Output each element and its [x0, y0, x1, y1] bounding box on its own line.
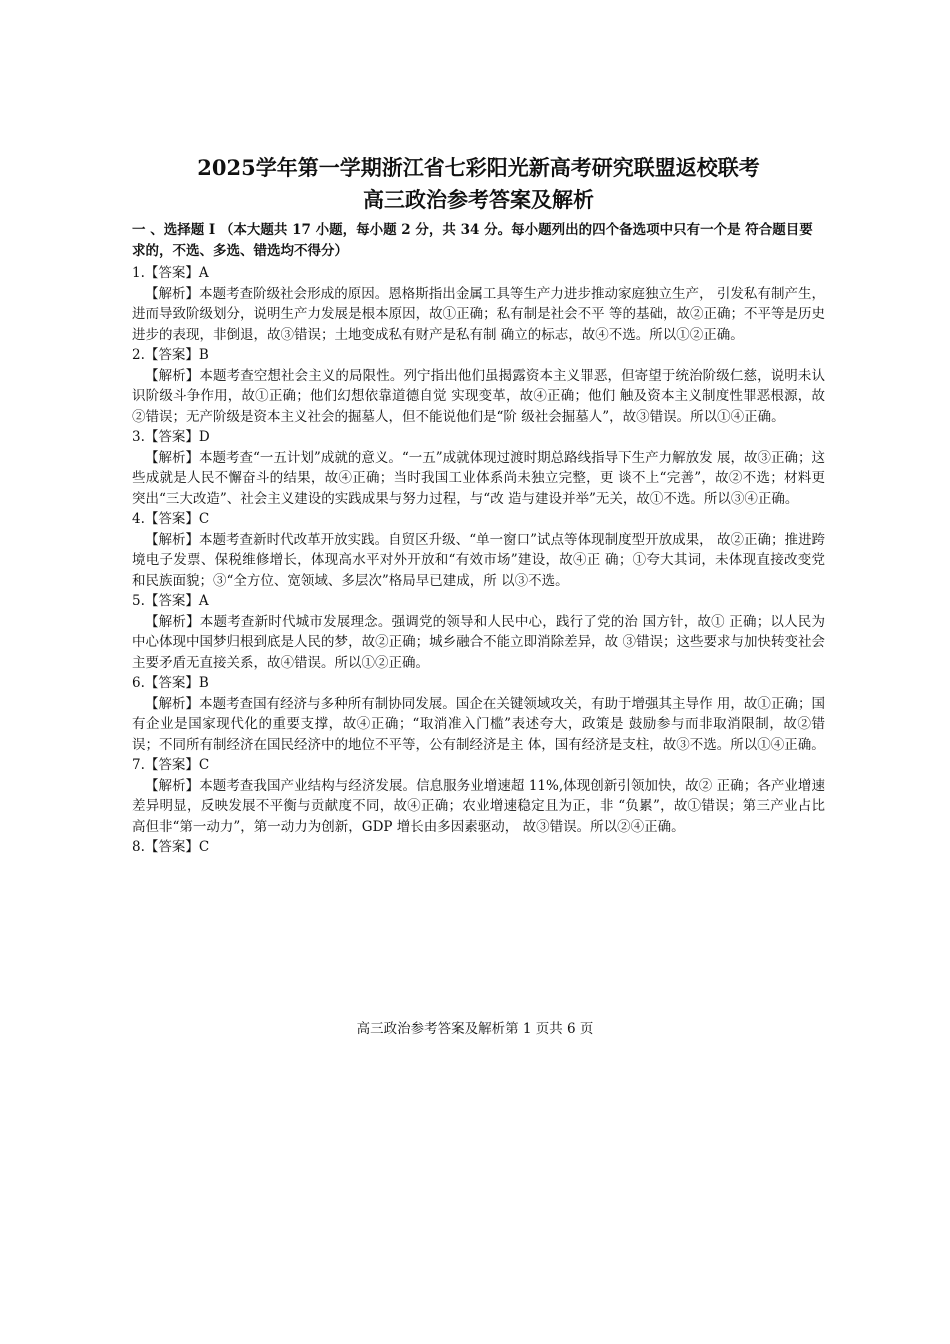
section-heading: 一 、选择题 I （本大题共 17 小题，每小题 2 分，共 34 分。每小题列出的四个备选项中只有一个是 符合题目要求的，不选、多选、错选均不得分） — [132, 222, 813, 259]
answer-line: 6.【答案】B — [132, 675, 209, 691]
question-item-4 — [132, 509, 825, 591]
document-title: 2025学年第一学期浙江省七彩阳光新高考研究联盟返校联考 — [197, 155, 760, 180]
analysis-paragraph: 【解析】本题考查阶级社会形成的原因。恩格斯指出金属工具等生产力进步推动家庭独立生产， 引发私有制产生，进而导致阶级划分，说明生产力发展是根本原因，故①正确；私有制是社会不平 等的基础，故②正确；不平等是历史进步的表现，非倒退，故③错误；土地变成私有财产是私有制 确立的标志，故④不选。所以①②正确。 — [132, 285, 825, 343]
question-item-7 — [132, 755, 825, 837]
answer-line: 2.【答案】B — [132, 347, 209, 363]
question-item-6 — [132, 673, 825, 755]
analysis-paragraph: 【解析】本题考查新时代城市发展理念。强调党的领导和人民中心，践行了党的治 国方针，故① 正确；以人民为中心体现中国梦归根到底是人民的梦，故②正确；城乡融合不能立即消除差异，故 ③错误；这些要求与加快转变社会主要矛盾无直接关系，故④错误。所以①②正确。 — [132, 613, 825, 671]
question-item-1 — [132, 263, 825, 345]
question-item-8 — [132, 837, 825, 858]
answer-line: 8.【答案】C — [132, 839, 210, 855]
analysis-paragraph: 【解析】本题考查新时代改革开放实践。自贸区升级、“单一窗口”试点等体现制度型开放成果， 故②正确；推进跨境电子发票、保税维修增长，体现高水平对外开放和“有效市场”建设，故④正 确；①夸大其词，未体现直接改变党和民族面貌；③“全方位、宽领域、多层次”格局早已建成，所 以③不选。 — [132, 531, 825, 589]
analysis-paragraph: 【解析】本题考查我国产业结构与经济发展。信息服务业增速超 11%,体现创新引领加快，故② 正确；各产业增速差异明显，反映发展不平衡与贡献度不同，故④正确；农业增速稳定且为正，非 “负累”，故①错误；第三产业占比高但非“第一动力”，第一动力为创新，GDP 增长由多因素驱动， 故③错误。所以②④正确。 — [132, 777, 825, 835]
document-page — [132, 152, 825, 858]
question-item-2 — [132, 345, 825, 427]
question-item-5 — [132, 591, 825, 673]
analysis-paragraph: 【解析】本题考查“一五计划”成就的意义。“一五”成就体现过渡时期总路线指导下生产力解放发 展，故③正确；这些成就是人民不懈奋斗的结果，故④正确；当时我国工业体系尚未独立完整，更 谈不上“完善”，故②不选；材料更突出“三大改造”、社会主义建设的实践成果与努力过程，与“改 造与建设并举”无关，故①不选。所以③④正确。 — [132, 449, 825, 507]
answer-line: 3.【答案】D — [132, 429, 210, 445]
analysis-paragraph: 【解析】本题考查空想社会主义的局限性。列宁指出他们虽揭露资本主义罪恶，但寄望于统治阶级仁慈，说明未认识阶级斗争作用，故①正确；他们幻想依靠道德自觉 实现变革，故④正确；他们 触及资本主义制度性罪恶根源，故②错误；无产阶级是资本主义社会的掘墓人，但不能说他们是“阶 级社会掘墓人”，故③错误。所以①④正确。 — [132, 367, 825, 425]
answer-line: 4.【答案】C — [132, 511, 210, 527]
document-subtitle: 高三政治参考答案及解析 — [363, 187, 594, 212]
analysis-paragraph: 【解析】本题考查国有经济与多种所有制协同发展。国企在关键领域攻关，有助于增强其主导作 用，故①正确；国有企业是国家现代化的重要支撑，故④正确；“取消准入门槛”表述夸大，政策是 鼓励参与而非取消限制，故②错误；不同所有制经济在国民经济中的地位不平等，公有制经济是主 体，国有经济是支柱，故③不选。所以①④正确。 — [132, 695, 825, 753]
question-item-3 — [132, 427, 825, 509]
answer-line: 1.【答案】A — [132, 265, 209, 281]
answer-line: 7.【答案】C — [132, 757, 210, 773]
answer-line: 5.【答案】A — [132, 593, 209, 609]
page-footer: 高三政治参考答案及解析第 1 页共 6 页 — [356, 1021, 594, 1037]
